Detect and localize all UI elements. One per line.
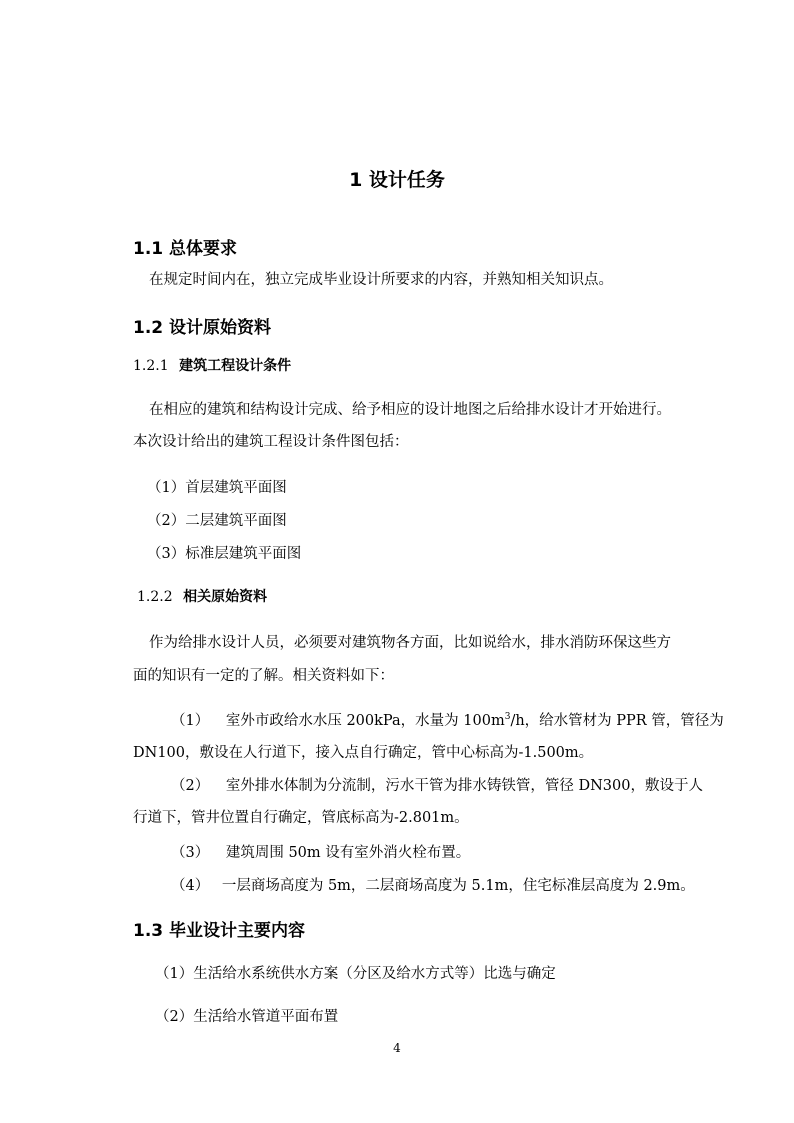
data-item-1-cont: DN100，敷设在人行道下，接入点自行确定，管中心标高为-1.500m。 [133, 745, 594, 761]
data-item-4 [171, 874, 695, 895]
item-text: 建筑周围 50m 设有室外消火栓布置。 [225, 845, 471, 861]
subsection-heading-1-2-1 [133, 355, 291, 375]
section-heading-1-3: 1.3 毕业设计主要内容 [133, 921, 306, 941]
list-item: （1）首层建筑平面图 [147, 480, 287, 496]
subsection-title: 相关原始资料 [183, 589, 268, 605]
section-1-1-body: 在规定时间内在，独立完成毕业设计所要求的内容，并熟知相关知识点。 [149, 272, 613, 288]
subsection-title: 建筑工程设计条件 [179, 358, 292, 374]
item-label: （4） [171, 878, 210, 894]
list-item: （3）标准层建筑平面图 [147, 546, 302, 562]
paragraph-line: 面的知识有一定的了解。相关资料如下： [133, 668, 394, 684]
section-heading-1-2: 1.2 设计原始资料 [133, 318, 272, 338]
data-item-2 [171, 774, 703, 795]
chapter-title: 1 设计任务 [349, 169, 445, 191]
subsection-heading-1-2-2 [137, 586, 267, 606]
item-label: （2） [171, 778, 210, 794]
data-item-1 [171, 709, 724, 730]
subsection-number: 1.2.2 [137, 589, 173, 605]
item-text: 一层商场高度为 5m，二层商场高度为 5.1m，住宅标准层高度为 2.9m。 [221, 878, 695, 894]
section-heading-1-1: 1.1 总体要求 [133, 239, 238, 259]
subsection-number: 1.2.1 [133, 358, 169, 374]
paragraph-line: 在相应的建筑和结构设计完成、给予相应的设计地图之后给排水设计才开始进行。 [149, 402, 671, 418]
item-text: 室外排水体制为分流制，污水干管为排水铸铁管，管径 DN300，敷设于人 [225, 778, 703, 794]
list-item: （2）二层建筑平面图 [147, 513, 287, 529]
paragraph-line: 本次设计给出的建筑工程设计条件图包括： [133, 434, 409, 450]
item-label: （1） [171, 713, 210, 729]
page-number: 4 [393, 1041, 401, 1055]
item-text: 室外市政给水水压 200kPa，水量为 $100m^3/h$，给水管材为 PPR 管，管径为 [225, 712, 724, 729]
data-item-2-cont: 行道下，管井位置自行确定，管底标高为-2.801m。 [133, 810, 469, 826]
paragraph-line: 作为给排水设计人员，必须要对建筑物各方面，比如说给水，排水消防环保这些方 [149, 635, 671, 651]
item-label: （3） [171, 845, 210, 861]
data-item-3 [171, 841, 470, 862]
list-item: （1）生活给水系统供水方案（分区及给水方式等）比选与确定 [155, 966, 556, 982]
list-item: （2）生活给水管道平面布置 [155, 1009, 339, 1025]
